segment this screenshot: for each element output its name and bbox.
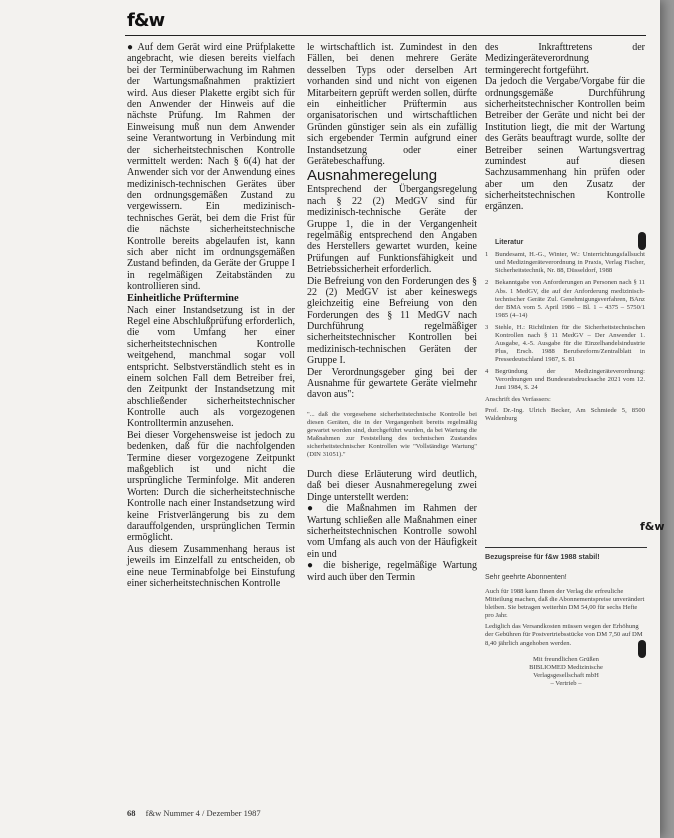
binder-hole xyxy=(638,232,646,250)
paragraph: Die Befreiung von den Forderungen des § 22 (2) MedGV ist aber keineswegs gleichzeitig eine Befreiung von den Forderungen des § 11 MedGV nach Durchführung regelmäßiger sicherheitstechnischer Kontrollen bei medizinisch-technischen Geräten der Gruppe I. xyxy=(307,275,477,367)
small-logo: f&w xyxy=(640,520,665,533)
section-heading: Einheitliche Prüftermine xyxy=(127,292,239,304)
reference-text: Bundesamt, H.-G., Winter, W.: Unterrichtungsfallsucht und Medizingeräteverordnung in Praxis, Verlag Fischer, Sicherheitstechnik, Nr. 88, Düsseldorf, 1988 xyxy=(495,251,645,275)
notice-salutation: Sehr geehrte Abonnenten! xyxy=(485,573,567,581)
reference-text: Bekanntgabe von Anforderungen an Personen nach § 11 Abs. 1 MedGV, die auf der Anforderung medizinisch-technischer Geräte Zul. Genehmigungsverfahren, BAnz der BMA vom 5. April 1986 – Bl. 1 – 4375 – 5750/1 1985 (4–14) xyxy=(495,279,645,319)
subscription-notice xyxy=(485,547,647,688)
signature-line: – Vertrieb – xyxy=(550,679,582,687)
paragraph: Der Verordnungsgeber ging bei der Ausnahme für gewartete Geräte vielmehr davon aus": xyxy=(307,366,477,401)
paragraph: Bei dieser Vorgehensweise ist jedoch zu bedenken, daß für die nachfolgenden Termine dieser vorgezogene Zeitpunkt maßgeblich ist und nicht die ursprüngliche Terminfolge. Mit anderen Worten: Durch die sicherheitstechnische Kontrolle nach einer Instandsetzung wird keine Fristverlängerung bis zu dem darauffolgenden, ursprünglichen Termin ermöglicht. xyxy=(127,429,295,544)
references-title: Literatur xyxy=(495,238,524,246)
column-1 xyxy=(127,42,295,589)
notice-title: Bezugspreise für f&w 1988 stabil! xyxy=(485,552,600,561)
journal-logo: f&w xyxy=(127,10,165,31)
column-2 xyxy=(307,42,477,583)
author-address: Prof. Dr.-Ing. Ulrich Becker, Am Schmiede 5, 8500 Waldenburg xyxy=(485,406,645,422)
paragraph: des Inkrafttretens der Medizingeräteverordnung termingerecht fortgeführt. xyxy=(485,42,645,76)
paragraph: ● Auf dem Gerät wird eine Prüfplakette angebracht, wie diesen bereits vielfach bei der Terminüberwachung im Rahmen der Wartungsmaßnahmen praktiziert wird. Aus dieser Plakette ergibt sich für den Anwender der Hinweis auf die nächste Prüfung. Im Rahmen der Einweisung muß nun dem Anwender seine Verantwortung in Verbindung mit der sicherheitstechnischen Kontrolle vermittelt werden: Nach § 6(4) hat der Anwender sich vor der Anwendung eines medizinisch-technischen Gerätes über den ordnungsgemäßen Zustand zu vergewissern. Ein medizinisch-technisches Gerät, bei dem die Frist für die nächste sicherheitstechnische Kontrolle bereits abgelaufen ist, kann sich aber nicht im ordnungsgemäßen Zustand befinden, da Geräte der Gruppe I in regelmäßigen Zeitabständen zu kontrollieren sind. xyxy=(127,42,295,293)
footnote-text: "... daß die vorgesehene sicherheitstechnische Kontrolle bei diesen Geräten, die in der Vergangenheit bereits regelmäßig gewartet worden sind, durchgeführt wurden, da bei Wartung die Maßnahmen zur Feststellung des technischen Zustandes sicherheitstechnischer Kontrollen wie "Vollständige Wartung" (DIN 31051)." xyxy=(307,410,477,458)
author-address-title: Anschrift des Verfassers: xyxy=(485,395,551,403)
page-number: 68 xyxy=(127,808,136,818)
paragraph: le wirtschaftlich ist. Zumindest in den Fällen, bei denen mehrere Geräte desselben Typs oder derselben Art vorhanden sind und nicht von eigenen Mitarbeitern geprüft werden sollen, dürfte ein einheitlicher Prüftermin aus organisatorischen und wirtschaftlichen Gründen günstiger sein als ein zufällig sich ergebender Termin aufgrund einer Instandsetzung oder einer Gerätebeschaffung. xyxy=(307,42,477,167)
signature-line: Verlagsgesellschaft mbH xyxy=(533,671,599,679)
footer-text: f&w Nummer 4 / Dezember 1987 xyxy=(145,808,261,818)
reference-item xyxy=(485,368,645,392)
page-footer xyxy=(127,808,261,818)
quote-footnote xyxy=(307,411,477,459)
references xyxy=(485,239,645,423)
reference-item xyxy=(485,251,645,275)
reference-number: 1 xyxy=(485,251,489,259)
signature-line: Mit freundlichen Grüßen xyxy=(533,655,599,663)
reference-list xyxy=(485,239,645,392)
reference-number: 2 xyxy=(485,279,489,287)
reference-item xyxy=(485,279,645,319)
notice-paragraph: Lediglich das Versandkosten müssen wegen der Erhöhung der Gebühren für Postvertriebsstücke von DM 7,50 auf DM 8,40 jährlich angehoben werden. xyxy=(485,623,643,647)
reference-number: 3 xyxy=(485,323,489,331)
paragraph: Da jedoch die Vergabe/Vorgabe für die ordnungsgemäße Durchführung sicherheitstechnischer Kontrollen beim Betreiber der Geräte und nicht bei der Institution liegt, die mit der Wartung des Geräts beauftragt wurde, sollte der Betreiber seinen Wartungsvertrag zumindest auf diesen Sachzusammenhang hin prüfen oder aber um den Zusatz der sicherheitstechnischen Kontrolle ergänzen. xyxy=(485,76,645,213)
section-heading: Ausnahmeregelung xyxy=(307,167,438,185)
paragraph: ● die bisherige, regelmäßige Wartung wird auch über den Termin xyxy=(307,560,477,583)
reference-text: Stehle, H.: Richtlinien für die Sicherheitstechnischen Kontrollen nach § 11 MedGV – Der Anwender 1. Ausgabe, 4.-5. Ausgabe für die Einzelhandelsindustrie Plus, Ersch. 1988 Berufsreform/Zentralblatt in Pressedeutschland 1987, S. 81 xyxy=(495,323,645,363)
paragraph: Aus diesem Zusammenhang heraus ist jeweils im Einzelfall zu entscheiden, ob eine neue Terminabfolge bei Einstufung einer sicherheitstechnischen Kontrolle xyxy=(127,543,295,589)
reference-item xyxy=(485,324,645,364)
notice-paragraph: Auch für 1988 kann Ihnen der Verlag die erfreuliche Mitteilung machen, daß die Abonnementspreise unverändert bleiben. Sie betragen weiterhin DM 54,00 für sechs Hefte pro Jahr. xyxy=(485,588,645,620)
header-rule xyxy=(125,35,646,36)
binder-hole xyxy=(638,640,646,658)
paragraph: Entsprechend der Übergangsregelung nach § 22 (2) MedGV sind für medizinisch-technische Geräte der Gruppe 1, die in der Vergangenheit regelmäßig entsprechend den Angaben des Herstellers gewartet wurden, keine Prüfungen auf Funktionsfähigkeit und Betriebssicherheit erforderlich. xyxy=(307,184,477,276)
notice-rule xyxy=(485,547,647,548)
signature-line: BIBLIOMED Medizinische xyxy=(529,663,603,671)
reference-number: 4 xyxy=(485,367,489,375)
paragraph: Nach einer Instandsetzung ist in der Regel eine Abschlußprüfung erforderlich, die vom Umfang her einer sicherheitstechnischen Kontrolle weitgehend, manchmal sogar voll entspricht. Selbstverständlich steht es in einem solchen Fall dem Betreiber frei, den Zeitpunkt der Instandsetzung mit abschließender sicherheitstechnischer Kontrolle auch als vorgezogenen Kontrolltermin anzusehen. xyxy=(127,304,295,430)
paragraph: Durch diese Erläuterung wird deutlich, daß bei dieser Ausnahmeregelung zwei Dinge unterstellt werden: xyxy=(307,469,477,503)
paragraph: ● die Maßnahmen im Rahmen der Wartung schließen alle Maßnahmen einer sicherheitstechnischen Kontrolle sowohl vom Umfang als auch von der Häufigkeit ein und xyxy=(307,503,477,560)
reference-text: Begründung der Medizingeräteverordnung: Verordnungen und Bundesratsdrucksache 2021 vom 12. Juni 1984, S. 24 xyxy=(495,367,645,391)
column-3 xyxy=(485,42,645,426)
publisher-signature xyxy=(485,656,647,688)
